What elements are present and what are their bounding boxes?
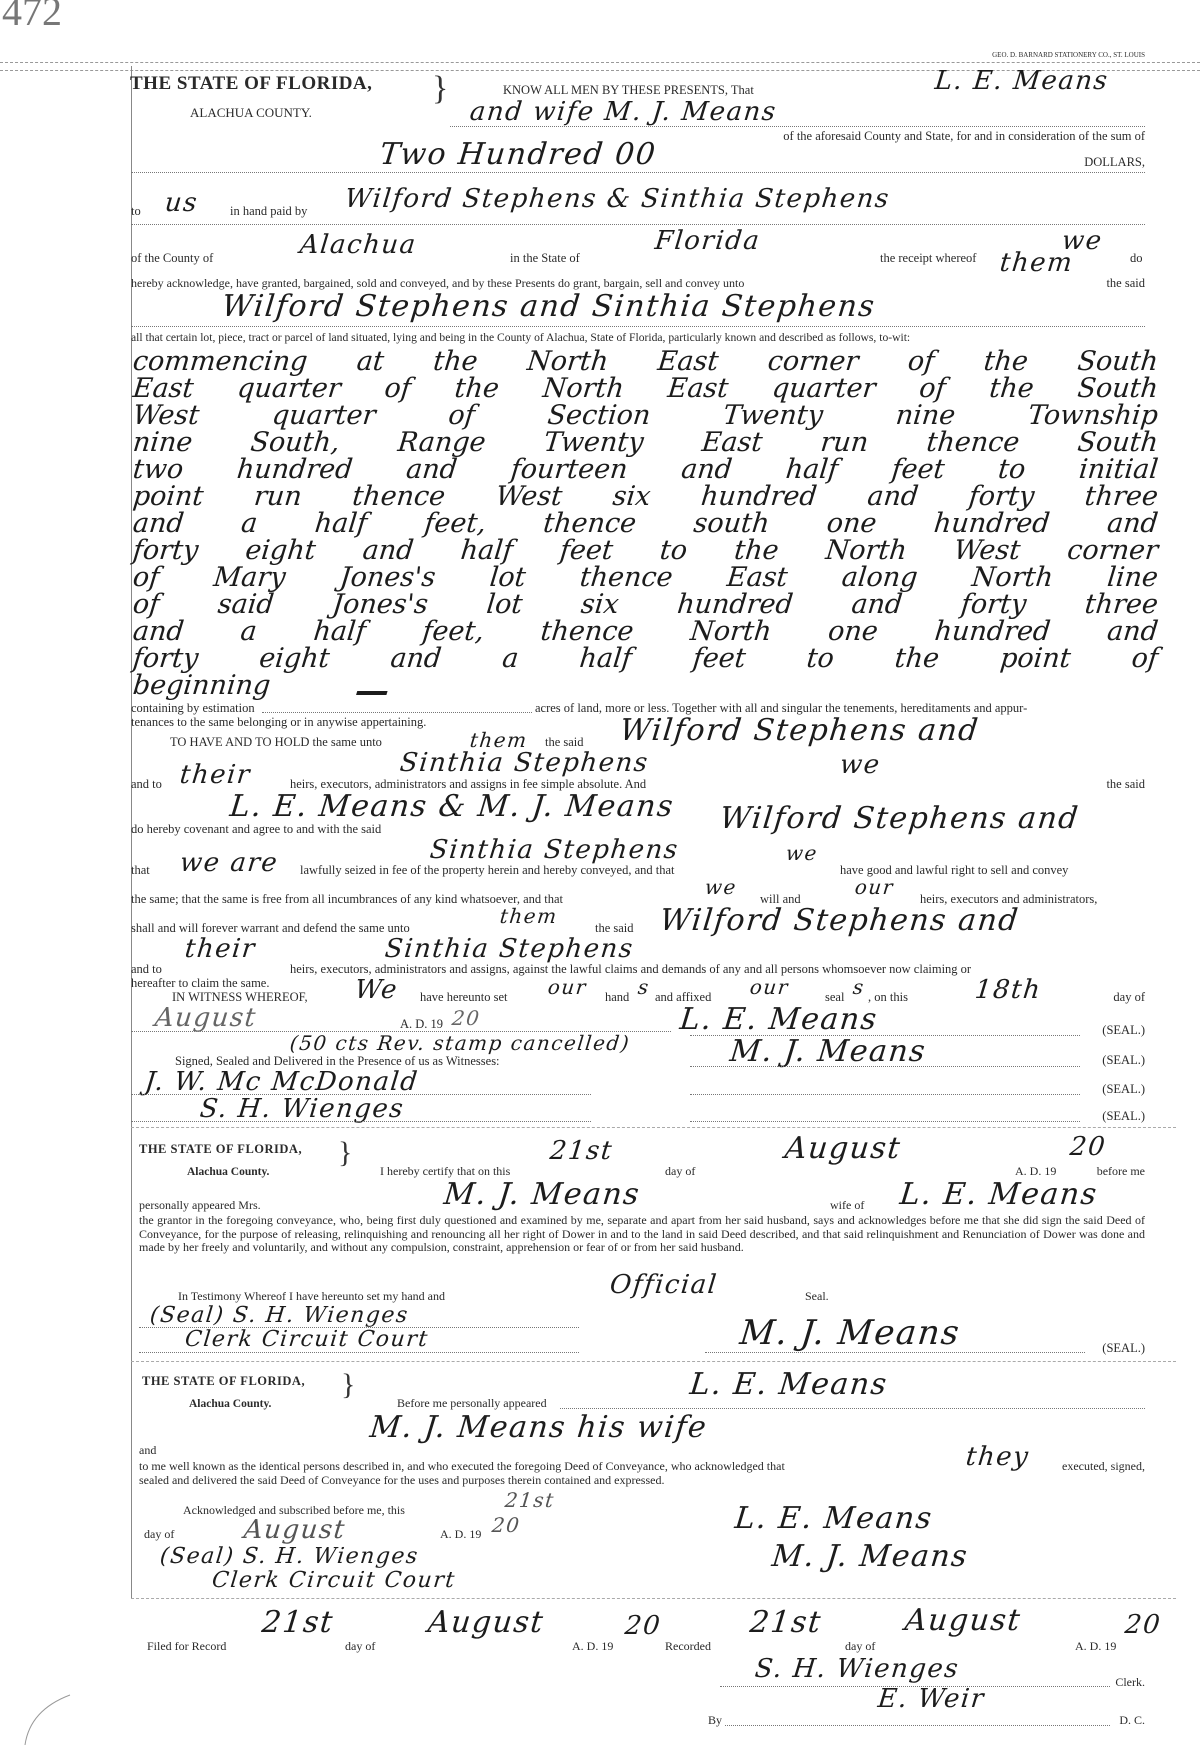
ad-label: A. D. 19 bbox=[400, 1017, 444, 1031]
witness-1: J. W. Mc McDonald bbox=[143, 1067, 421, 1097]
state-value: Florida bbox=[653, 226, 762, 256]
legal-line: point run thence West six hundred and forty three bbox=[131, 481, 1160, 512]
certify-text: I hereby certify that on this bbox=[380, 1164, 511, 1178]
lot-intro: all that certain lot, piece, tract or parcel of land situated, lying and being in the County of Alachua, State of Florida, particularly known and described as follows, to-wit: bbox=[131, 331, 911, 344]
our-value: our bbox=[853, 875, 896, 899]
day-of-label: day of bbox=[345, 1639, 376, 1653]
day-value: 21st bbox=[548, 1136, 615, 1166]
brace: } bbox=[338, 1136, 353, 1169]
the-said-label: the said bbox=[1106, 276, 1145, 290]
year-value: 20 bbox=[450, 1006, 482, 1030]
free-who: we bbox=[703, 875, 739, 899]
county-title: ALACHUA COUNTY. bbox=[190, 105, 312, 120]
dotted-line bbox=[690, 1094, 1080, 1095]
said-label: the said bbox=[1106, 777, 1145, 791]
payers: Wilford Stephens & Sinthia Stephens bbox=[343, 184, 892, 214]
on-this-label: , on this bbox=[868, 990, 908, 1004]
warrant-text: shall and will forever warrant and defend the same unto bbox=[131, 921, 410, 935]
official-word: Official bbox=[608, 1270, 720, 1300]
grantor-2: and wife M. J. Means bbox=[468, 97, 779, 127]
page-number: 472 bbox=[2, 0, 62, 34]
legal-line: forty eight and half feet to the North West corner bbox=[131, 535, 1160, 566]
war-names-2: Sinthia Stephens bbox=[383, 934, 636, 964]
have-names-2: Sinthia Stephens bbox=[398, 748, 651, 778]
and-label: and bbox=[139, 1443, 157, 1457]
ad-label: A. D. 19 bbox=[572, 1639, 614, 1653]
to-label: to bbox=[131, 204, 141, 218]
dotted-line bbox=[450, 126, 1145, 127]
cov-names-1: Wilford Stephens and bbox=[718, 801, 1081, 836]
signature-2: M. J. Means bbox=[728, 1034, 929, 1069]
ack-signature-2: M. J. Means bbox=[770, 1539, 971, 1574]
sealed-text: sealed and delivered the said Deed of Conveyance for the uses and purposes therein contained and expressed. bbox=[139, 1473, 665, 1487]
warrant-said-label: the said bbox=[595, 921, 634, 935]
seized-text: lawfully seized in fee of the property herein and hereby conveyed, and that bbox=[300, 863, 675, 877]
stationer-imprint: GEO. D. BARNARD STATIONERY CO., ST. LOUIS bbox=[992, 51, 1145, 59]
legal-line: of said Jones's lot six hundred and forty three bbox=[131, 589, 1160, 620]
dotted-line bbox=[131, 224, 1145, 225]
paid-by-label: in hand paid by bbox=[230, 204, 308, 218]
seal-label: (SEAL.) bbox=[1102, 1023, 1145, 1037]
dotted-line bbox=[139, 1327, 579, 1328]
person-1: L. E. Means bbox=[688, 1367, 890, 1402]
hereunto-text: have hereunto set bbox=[420, 990, 508, 1004]
legal-line: commencing at the North East corner of the South bbox=[131, 346, 1160, 377]
s-1: s bbox=[636, 975, 652, 999]
our-2: our bbox=[748, 975, 791, 999]
dollars-label: DOLLARS, bbox=[1084, 155, 1145, 169]
dotted-line bbox=[560, 1408, 1145, 1409]
war-names-1: Wilford Stephens and bbox=[658, 903, 1021, 938]
filed-label: Filed for Record bbox=[147, 1639, 227, 1653]
clerk-signature: (Seal) S. H. Wienges bbox=[148, 1303, 411, 1328]
tenances-text: tenances to the same belonging or in anywise appertaining. bbox=[131, 715, 427, 729]
dower-body: the grantor in the foregoing conveyance, who, being first duly questioned and examined by me, separate and apart from her said husband, says and acknowledges before me that she did sign the said Deed of Conveyance, for the purpose of releasing, relinquishing and renouncing all her right of Dower in and to the land in said Deed described, and that said relinquishment and Renunciation of Dower was done and made by her freely and voluntarily, and without any compulsion, constraint, apprehension or fear of or from her said husband. bbox=[139, 1213, 1145, 1254]
day-of-label: day of bbox=[1113, 990, 1145, 1004]
know-all-text: KNOW ALL MEN BY THESE PRESENTS, That bbox=[503, 83, 754, 97]
hereafter-text: hereafter to claim the same. bbox=[131, 976, 270, 990]
state-title: THE STATE OF FLORIDA, bbox=[139, 1142, 303, 1156]
state-title: THE STATE OF FLORIDA, bbox=[142, 1374, 306, 1388]
filed-day: 21st bbox=[260, 1605, 336, 1640]
day-value: 21st bbox=[503, 1488, 557, 1512]
will-and-label: will and bbox=[760, 892, 801, 906]
wife-name: M. J. Means bbox=[442, 1177, 643, 1212]
heirs-who-2: their bbox=[183, 934, 258, 964]
seal-label: (SEAL.) bbox=[1102, 1341, 1145, 1355]
witness-who: We bbox=[353, 975, 400, 1005]
our-1: our bbox=[546, 975, 589, 999]
rule bbox=[0, 62, 1200, 63]
covenant-text: do hereby covenant and agree to and with the said bbox=[131, 822, 382, 836]
acknowledged-text: Acknowledged and subscribed before me, this bbox=[183, 1503, 405, 1517]
clerk-signature: S. H. Wienges bbox=[753, 1654, 961, 1684]
dotted-line bbox=[262, 712, 532, 713]
acres-mark: — bbox=[352, 671, 393, 711]
person-2: M. J. Means his wife bbox=[368, 1410, 710, 1445]
grantees: Wilford Stephens and Sinthia Stephens bbox=[220, 289, 878, 324]
recorded-month: August bbox=[903, 1603, 1023, 1638]
filed-year: 20 bbox=[623, 1611, 663, 1641]
year-value: 20 bbox=[490, 1513, 522, 1537]
ad-label: A. D. 19 bbox=[440, 1527, 482, 1541]
affixed-label: and affixed bbox=[655, 990, 712, 1004]
county-of-label: of the County of bbox=[131, 251, 214, 265]
amount: Two Hundred 00 bbox=[378, 137, 659, 172]
seal-label: (SEAL.) bbox=[1102, 1082, 1145, 1096]
wife-signature: M. J. Means bbox=[737, 1313, 963, 1353]
section-divider bbox=[131, 1127, 1176, 1128]
stamp-note: (50 cts Rev. stamp cancelled) bbox=[288, 1031, 632, 1055]
free-text: the same; that the same is free from all incumbrances of any kind whatsoever, and that bbox=[131, 892, 563, 906]
acres-text: acres of land, more or less. Together with all and singular the tenements, hereditaments and appur- bbox=[535, 701, 1028, 715]
state-title: THE STATE OF FLORIDA, bbox=[130, 73, 373, 94]
clerk-signature: (Seal) S. H. Wienges bbox=[158, 1544, 421, 1569]
wife-of-label: wife of bbox=[830, 1198, 865, 1212]
acknowledge-text: hereby acknowledge, have granted, bargained, sold and conveyed, and by these Presents do grant, bargain, sell and convey unto bbox=[131, 276, 745, 290]
clerk-title: Clerk Circuit Court bbox=[183, 1327, 430, 1352]
testimony-text: In Testimony Whereof I have hereunto set my hand and bbox=[178, 1289, 445, 1303]
dotted-line bbox=[690, 1066, 1080, 1067]
appeared-label: personally appeared Mrs. bbox=[139, 1198, 261, 1212]
filed-month: August bbox=[426, 1605, 546, 1640]
seized-who: we bbox=[784, 841, 820, 865]
receipt-label: the receipt whereof bbox=[880, 251, 977, 265]
claims-text: heirs, executors, administrators and assigns, against the lawful claims and demands of any and all persons whomsoever now claiming or bbox=[290, 962, 972, 976]
before-text: Before me personally appeared bbox=[397, 1396, 547, 1410]
they-word: they bbox=[964, 1442, 1031, 1472]
executed-text: executed, signed, bbox=[1062, 1459, 1145, 1473]
day-value: 18th bbox=[973, 975, 1043, 1005]
county-value: Alachua bbox=[298, 230, 419, 260]
legal-line: two hundred and fourteen and half feet to initial bbox=[131, 454, 1160, 485]
and-who: we bbox=[838, 750, 883, 780]
witness-text: IN WITNESS WHEREOF, bbox=[172, 990, 308, 1004]
heirs-exec-text: heirs, executors and administrators, bbox=[920, 892, 1098, 906]
ack-signature-1: L. E. Means bbox=[733, 1501, 935, 1536]
warrant-who: them bbox=[498, 904, 559, 928]
legal-line: and a half feet, thence North one hundred and bbox=[131, 616, 1160, 647]
brace: } bbox=[341, 1368, 356, 1401]
husband-name: L. E. Means bbox=[898, 1177, 1100, 1212]
seal-label: (SEAL.) bbox=[1102, 1109, 1145, 1123]
dc-signature: E. Weir bbox=[876, 1684, 987, 1714]
to-who: us bbox=[163, 188, 200, 218]
have-who: them bbox=[468, 728, 529, 752]
and-to-label-2: and to bbox=[131, 962, 162, 976]
month-value: August bbox=[242, 1515, 348, 1545]
receipt-who: we bbox=[1060, 226, 1105, 256]
dotted-line bbox=[725, 1725, 1110, 1726]
recorded-year: 20 bbox=[1123, 1610, 1163, 1640]
clerk-label: Clerk. bbox=[1115, 1675, 1145, 1689]
dotted-line bbox=[705, 1352, 1085, 1353]
scan-artifact bbox=[20, 1690, 80, 1745]
and-to-label: and to bbox=[131, 777, 162, 791]
that-label: that bbox=[131, 863, 150, 877]
signature-1: L. E. Means bbox=[678, 1002, 880, 1037]
clerk-title: Clerk Circuit Court bbox=[210, 1568, 457, 1593]
seal-label: (SEAL.) bbox=[1102, 1053, 1145, 1067]
signed-text: Signed, Sealed and Delivered in the Presence of us as Witnesses: bbox=[175, 1054, 500, 1068]
legal-line: East quarter of the North East quarter of the South bbox=[131, 373, 1160, 404]
have-said-label: the said bbox=[545, 735, 584, 749]
dotted-line bbox=[690, 1121, 1080, 1122]
we-are: we are bbox=[178, 848, 280, 878]
legal-line: nine South, Range Twenty East run thence South bbox=[131, 427, 1160, 458]
witness-2: S. H. Wienges bbox=[198, 1094, 406, 1124]
to-have-text: TO HAVE AND TO HOLD the same unto bbox=[170, 735, 382, 749]
day-of-label: day of bbox=[665, 1164, 696, 1178]
heirs-who: their bbox=[178, 760, 253, 790]
do-label: do bbox=[1130, 251, 1143, 265]
legal-line: and a half feet, thence south one hundred and bbox=[131, 508, 1160, 539]
section-divider bbox=[131, 1361, 1176, 1362]
legal-line: West quarter of Section Twenty nine Township bbox=[131, 400, 1160, 431]
legal-description bbox=[133, 348, 1158, 699]
day-of-label-2: day of bbox=[845, 1639, 876, 1653]
grantor-1: L. E. Means bbox=[933, 66, 1110, 96]
dotted-line bbox=[131, 172, 1145, 173]
aforesaid-text: of the aforesaid County and State, for and in consideration of the sum of bbox=[783, 129, 1145, 143]
state-of-label: in the State of bbox=[510, 251, 580, 265]
before-me-label: before me bbox=[1096, 1164, 1145, 1178]
section-divider bbox=[131, 1598, 1176, 1599]
legal-line: beginning bbox=[131, 670, 272, 701]
covenantors: L. E. Means & M. J. Means bbox=[228, 789, 676, 824]
convey-to: them bbox=[998, 248, 1075, 278]
month-value: August bbox=[153, 1003, 259, 1033]
seal-word: seal bbox=[825, 990, 845, 1004]
dc-label: D. C. bbox=[1119, 1713, 1145, 1727]
heirs-fee-text: heirs, executors, administrators and assigns in fee simple absolute. And bbox=[290, 777, 647, 791]
containing-label: containing by estimation bbox=[131, 701, 255, 715]
brace: } bbox=[432, 70, 449, 107]
by-label: By bbox=[708, 1713, 723, 1727]
right-text: have good and lawful right to sell and convey bbox=[840, 863, 1069, 877]
month-value: August bbox=[783, 1131, 903, 1166]
legal-line: forty eight and a half feet to the point of bbox=[131, 643, 1160, 674]
legal-line: of Mary Jones's lot thence East along North line bbox=[131, 562, 1160, 593]
ad-label-2: A. D. 19 bbox=[1075, 1639, 1117, 1653]
year-value: 20 bbox=[1068, 1132, 1108, 1162]
cov-names-2: Sinthia Stephens bbox=[428, 835, 681, 865]
dotted-line bbox=[131, 1121, 591, 1122]
dotted-line bbox=[139, 1352, 579, 1353]
hand-label: hand bbox=[605, 990, 630, 1004]
recorded-label: Recorded bbox=[665, 1639, 711, 1653]
county-title: Alachua County. bbox=[187, 1166, 270, 1178]
ad-label: A. D. 19 bbox=[1015, 1164, 1057, 1178]
dotted-line bbox=[131, 326, 1145, 327]
well-known-text: to me well known as the identical persons described in, and who executed the foregoing Deed of Conveyance, who acknowledged that bbox=[139, 1459, 785, 1473]
seal-word: Seal. bbox=[805, 1289, 829, 1303]
recorded-day: 21st bbox=[748, 1605, 824, 1640]
s-2: s bbox=[851, 975, 867, 999]
day-of-label: day of bbox=[144, 1527, 175, 1541]
county-title: Alachua County. bbox=[189, 1398, 272, 1410]
have-names-1: Wilford Stephens and bbox=[618, 713, 981, 748]
